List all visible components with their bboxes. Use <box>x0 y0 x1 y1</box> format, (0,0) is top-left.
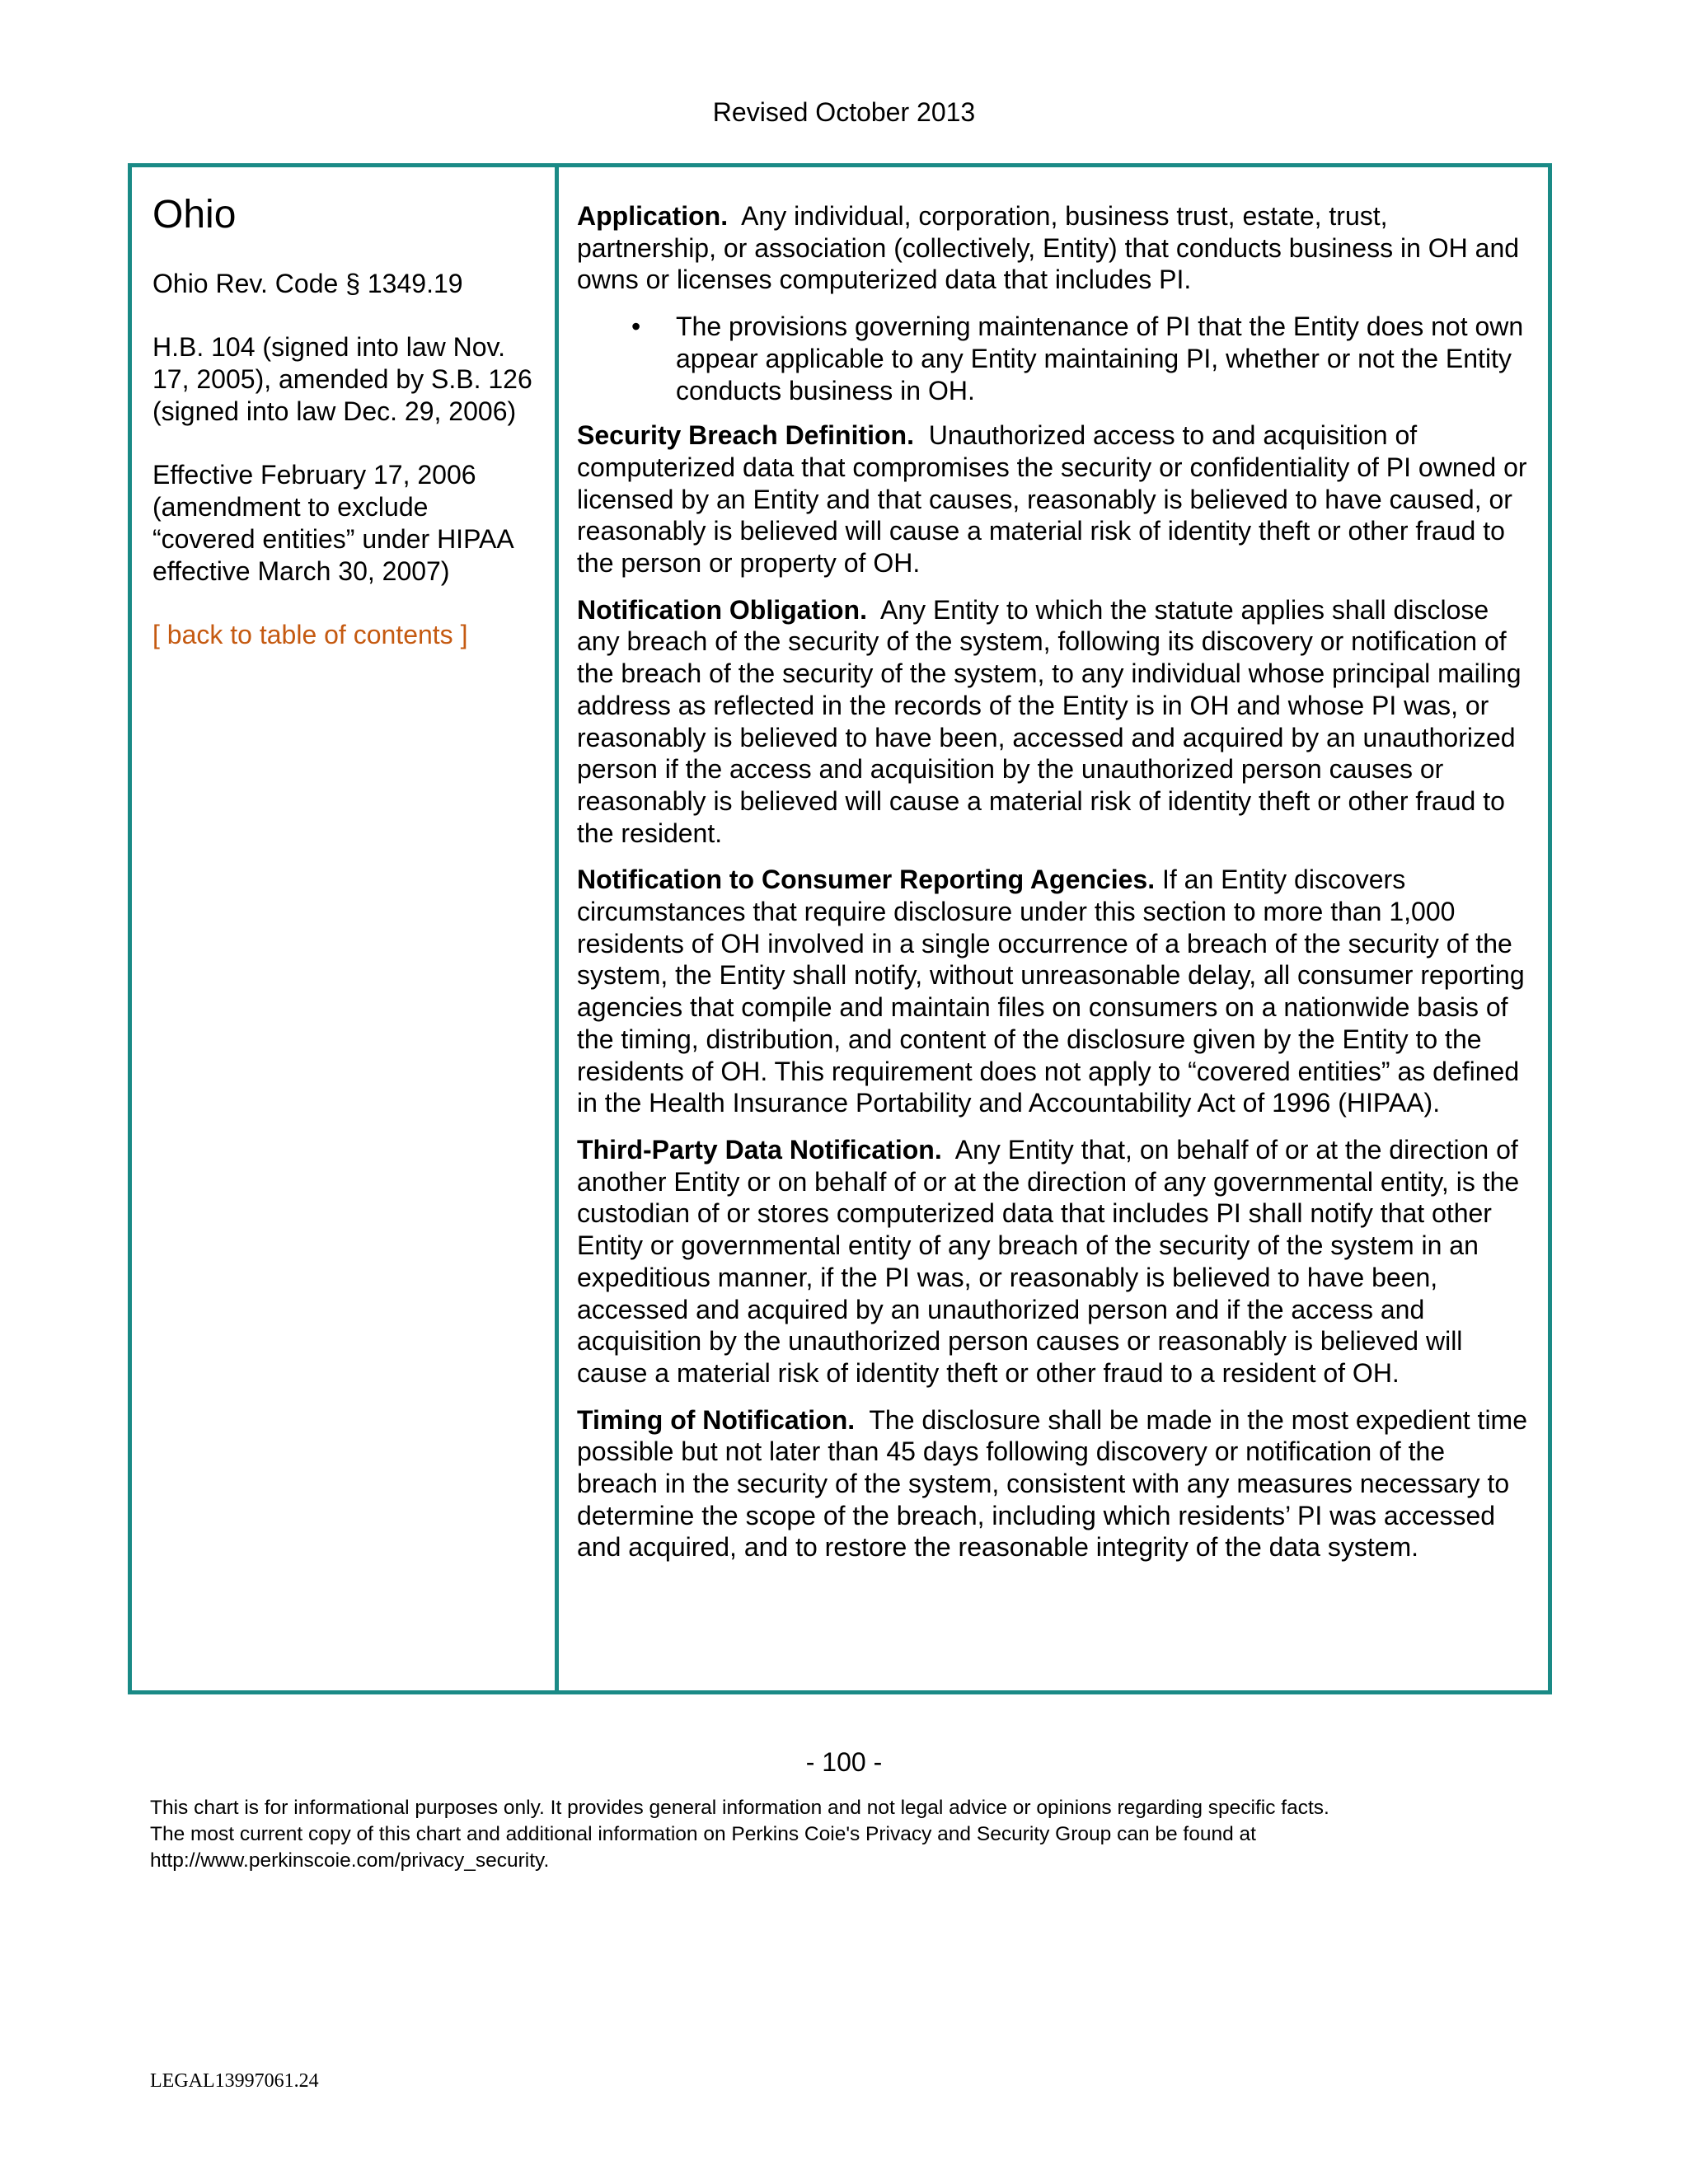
section-heading: Security Breach Definition. <box>577 420 914 451</box>
section-consumer-reporting-agencies <box>577 864 1530 1119</box>
section-text: Any Entity that, on behalf of or at the direction of another Entity or on behalf of or at the direction of any governmental entity, is the custodian of or stores computerized data that includes PI shall notify that other Entity or governmental entity of any breach of the security of the system in an expeditious manner, if the PI was, or reasonably is believed to have been, accessed and acquired by an unauthorized person and if the access and acquisition by the unauthorized person causes or reasonably is believed will cause a material risk of identity theft or other fraud to a resident of OH. <box>577 1134 1520 1388</box>
disclaimer-line: This chart is for informational purposes only. It provides general information and not legal advice or opinions regarding specific facts. <box>150 1797 1329 1819</box>
effective-date: Effective February 17, 2006 (amendment to exclude “covered entities” under HIPAA effective March 30, 2007) <box>152 460 513 586</box>
document-id: LEGAL13997061.24 <box>150 2070 319 2092</box>
back-to-toc-link[interactable]: [ back to table of contents ] <box>152 620 468 649</box>
statute-citation: Ohio Rev. Code § 1349.19 <box>152 269 463 298</box>
disclaimer-line: The most current copy of this chart and additional information on Perkins Coie's Privacy and Security Group can be found at <box>150 1823 1256 1845</box>
section-timing-of-notification <box>577 1404 1530 1564</box>
disclaimer-url: http://www.perkinscoie.com/privacy_security. <box>150 1849 550 1872</box>
section-text: Any individual, corporation, business trust, estate, trust, partnership, or association (collectively, Entity) that conducts business in OH and owns or licenses computerized data that includes PI. <box>577 201 1520 295</box>
bill-history: H.B. 104 (signed into law Nov. 17, 2005), amended by S.B. 126 (signed into law Dec. 29, 2006) <box>152 332 532 426</box>
disclaimer <box>150 1795 1551 1874</box>
section-text: If an Entity discovers circumstances that require disclosure under this section to more than 1,000 residents of OH involved in a single occurrence of a breach of the security of the system, the Entity shall notify, without unreasonable delay, all consumer reporting agencies that compile and maintain files on consumers on a nationwide basis of the timing, distribution, and content of the disclosure given by the Entity to the residents of OH. This requirement does not apply to “covered entities” as defined in the Health Insurance Portability and Accountability Act of 1996 (HIPAA). <box>577 865 1525 1118</box>
application-bullets <box>577 311 1530 406</box>
state-info-column <box>132 167 559 1690</box>
section-heading: Application. <box>577 201 729 231</box>
law-details-column <box>559 167 1548 1690</box>
bullet-icon: • <box>631 312 641 342</box>
list-item <box>577 311 1530 406</box>
section-application <box>577 200 1530 296</box>
state-name: Ohio <box>152 193 237 237</box>
section-notification-obligation <box>577 594 1530 850</box>
state-law-table <box>128 163 1552 1694</box>
bullet-text: The provisions governing maintenance of PI that the Entity does not own appear applicable to any Entity maintaining PI, whether or not the Entity conducts business in OH. <box>676 312 1524 405</box>
section-heading: Notification Obligation. <box>577 594 867 625</box>
page-number: - 100 - <box>805 1747 883 1777</box>
section-heading: Timing of Notification. <box>577 1404 856 1435</box>
section-third-party-notification <box>577 1134 1530 1390</box>
section-text: Any Entity to which the statute applies shall disclose any breach of the security of the system, following its discovery or notification of the breach of the security of the system, to any individual whose principal mailing address as reflected in the records of the Entity is in OH and whose PI was, or reasonably is believed to have been, accessed and acquired by an unauthorized person if the access and acquisition by the unauthorized person causes or reasonably is believed will cause a material risk of identity theft or other fraud to the resident. <box>577 594 1522 848</box>
revised-date: Revised October 2013 <box>712 97 976 127</box>
section-heading: Third-Party Data Notification. <box>577 1134 942 1165</box>
section-heading: Notification to Consumer Reporting Agencies. <box>577 865 1156 895</box>
section-text: Unauthorized access to and acquisition of computerized data that compromises the security or confidentiality of PI owned or licensed by an Entity and that causes, reasonably is believed to have caused, or reasonably is believed will cause a material risk of identity theft or other fraud to the person or property of OH. <box>577 420 1527 579</box>
section-text: The disclosure shall be made in the most expedient time possible but not later than 45 days following discovery or notification of the breach in the security of the system, consistent with any measures necessary to determine the scope of the breach, including which residents’ PI was accessed and acquired, and to restore the reasonable integrity of the data system. <box>577 1404 1527 1563</box>
section-security-breach-definition <box>577 419 1530 579</box>
